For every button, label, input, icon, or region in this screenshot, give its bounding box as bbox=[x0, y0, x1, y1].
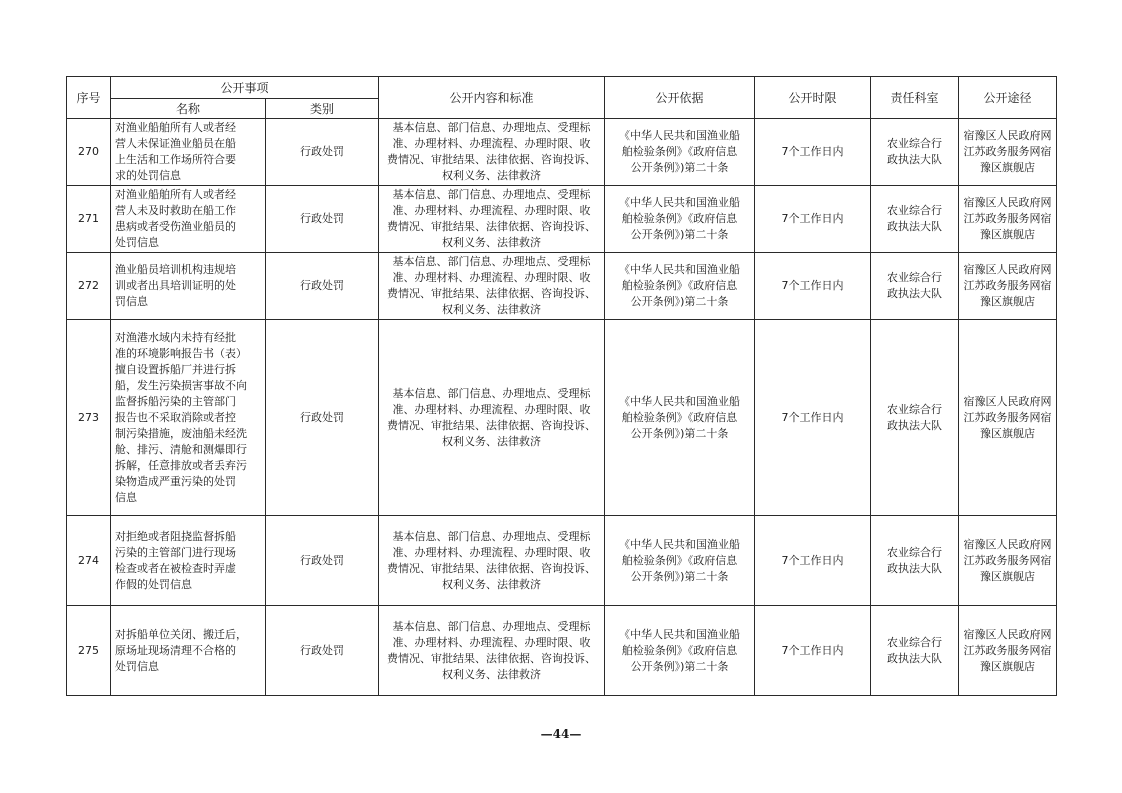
header-matter: 公开事项 bbox=[111, 77, 379, 99]
row-dept: 农业综合行 政执法大队 bbox=[871, 606, 959, 696]
row-channel: 宿豫区人民政府网 江苏政务服务网宿 豫区旗舰店 bbox=[959, 253, 1057, 320]
header-category: 类别 bbox=[266, 99, 379, 119]
disclosure-table bbox=[66, 76, 1057, 696]
row-basis: 《中华人民共和国渔业船 舶检验条例》《政府信息 公开条例》)第二十条 bbox=[605, 516, 755, 606]
row-time-limit: 7个工作日内 bbox=[755, 119, 871, 186]
row-name: 对拒绝或者阻挠监督拆船 污染的主管部门进行现场 检查或者在被检查时弄虚 作假的处罚信息 bbox=[111, 516, 266, 606]
row-category: 行政处罚 bbox=[266, 320, 379, 516]
row-basis: 《中华人民共和国渔业船 舶检验条例》《政府信息 公开条例》)第二十条 bbox=[605, 186, 755, 253]
row-time-limit: 7个工作日内 bbox=[755, 516, 871, 606]
page-number: —44— bbox=[540, 727, 582, 741]
row-dept: 农业综合行 政执法大队 bbox=[871, 516, 959, 606]
row-dept: 农业综合行 政执法大队 bbox=[871, 186, 959, 253]
row-channel: 宿豫区人民政府网 江苏政务服务网宿 豫区旗舰店 bbox=[959, 119, 1057, 186]
row-content: 基本信息、部门信息、办理地点、受理标 准、办理材料、办理流程、办理时限、收 费情况、审批结果、法律依据、咨询投诉、 权利义务、法律救济 bbox=[379, 119, 605, 186]
row-basis: 《中华人民共和国渔业船 舶检验条例》《政府信息 公开条例》)第二十条 bbox=[605, 253, 755, 320]
row-time-limit: 7个工作日内 bbox=[755, 253, 871, 320]
row-category: 行政处罚 bbox=[266, 186, 379, 253]
row-name: 对拆船单位关闭、搬迁后， 原场址现场清理不合格的 处罚信息 bbox=[111, 606, 266, 696]
row-channel: 宿豫区人民政府网 江苏政务服务网宿 豫区旗舰店 bbox=[959, 606, 1057, 696]
header-basis: 公开依据 bbox=[605, 77, 755, 119]
row-name: 渔业船员培训机构违规培 训或者出具培训证明的处 罚信息 bbox=[111, 253, 266, 320]
row-seq: 275 bbox=[67, 606, 111, 696]
row-basis: 《中华人民共和国渔业船 舶检验条例》《政府信息 公开条例》)第二十条 bbox=[605, 320, 755, 516]
row-dept: 农业综合行 政执法大队 bbox=[871, 253, 959, 320]
row-category: 行政处罚 bbox=[266, 606, 379, 696]
row-content: 基本信息、部门信息、办理地点、受理标 准、办理材料、办理流程、办理时限、收 费情况、审批结果、法律依据、咨询投诉、 权利义务、法律救济 bbox=[379, 320, 605, 516]
table-row bbox=[67, 320, 1057, 516]
table-row bbox=[67, 119, 1057, 186]
table-row bbox=[67, 516, 1057, 606]
row-channel: 宿豫区人民政府网 江苏政务服务网宿 豫区旗舰店 bbox=[959, 186, 1057, 253]
table-body bbox=[67, 119, 1057, 696]
row-name: 对渔业船舶所有人或者经 营人未及时救助在船工作 患病或者受伤渔业船员的 处罚信息 bbox=[111, 186, 266, 253]
row-dept: 农业综合行 政执法大队 bbox=[871, 119, 959, 186]
row-channel: 宿豫区人民政府网 江苏政务服务网宿 豫区旗舰店 bbox=[959, 516, 1057, 606]
row-seq: 271 bbox=[67, 186, 111, 253]
row-time-limit: 7个工作日内 bbox=[755, 606, 871, 696]
table-row bbox=[67, 253, 1057, 320]
row-basis: 《中华人民共和国渔业船 舶检验条例》《政府信息 公开条例》)第二十条 bbox=[605, 606, 755, 696]
row-dept: 农业综合行 政执法大队 bbox=[871, 320, 959, 516]
row-content: 基本信息、部门信息、办理地点、受理标 准、办理材料、办理流程、办理时限、收 费情况、审批结果、法律依据、咨询投诉、 权利义务、法律救济 bbox=[379, 186, 605, 253]
row-seq: 270 bbox=[67, 119, 111, 186]
row-content: 基本信息、部门信息、办理地点、受理标 准、办理材料、办理流程、办理时限、收 费情况、审批结果、法律依据、咨询投诉、 权利义务、法律救济 bbox=[379, 516, 605, 606]
row-category: 行政处罚 bbox=[266, 119, 379, 186]
table-header bbox=[67, 77, 1057, 119]
header-content: 公开内容和标准 bbox=[379, 77, 605, 119]
row-time-limit: 7个工作日内 bbox=[755, 320, 871, 516]
row-basis: 《中华人民共和国渔业船 舶检验条例》《政府信息 公开条例》)第二十条 bbox=[605, 119, 755, 186]
row-seq: 272 bbox=[67, 253, 111, 320]
row-name: 对渔港水域内未持有经批 准的环境影响报告书（表） 擅自设置拆船厂并进行拆 船，发生污染损害事故不向 监督拆船污染的主管部门 报告也不采取消除或者控 制污染措施，废油船未经洗 舱、排污、清舱和测爆即行 拆解，任意排放或者丢弃污 染物造成严重污染的处罚 信息 bbox=[111, 320, 266, 516]
header-time-limit: 公开时限 bbox=[755, 77, 871, 119]
row-category: 行政处罚 bbox=[266, 516, 379, 606]
table-row bbox=[67, 606, 1057, 696]
header-seq: 序号 bbox=[67, 77, 111, 119]
row-content: 基本信息、部门信息、办理地点、受理标 准、办理材料、办理流程、办理时限、收 费情况、审批结果、法律依据、咨询投诉、 权利义务、法律救济 bbox=[379, 606, 605, 696]
row-seq: 274 bbox=[67, 516, 111, 606]
row-content: 基本信息、部门信息、办理地点、受理标 准、办理材料、办理流程、办理时限、收 费情况、审批结果、法律依据、咨询投诉、 权利义务、法律救济 bbox=[379, 253, 605, 320]
table-row bbox=[67, 186, 1057, 253]
row-seq: 273 bbox=[67, 320, 111, 516]
row-channel: 宿豫区人民政府网 江苏政务服务网宿 豫区旗舰店 bbox=[959, 320, 1057, 516]
row-time-limit: 7个工作日内 bbox=[755, 186, 871, 253]
header-dept: 责任科室 bbox=[871, 77, 959, 119]
row-category: 行政处罚 bbox=[266, 253, 379, 320]
header-channel: 公开途径 bbox=[959, 77, 1057, 119]
header-name: 名称 bbox=[111, 99, 266, 119]
row-name: 对渔业船舶所有人或者经 营人未保证渔业船员在船 上生活和工作场所符合要 求的处罚信息 bbox=[111, 119, 266, 186]
